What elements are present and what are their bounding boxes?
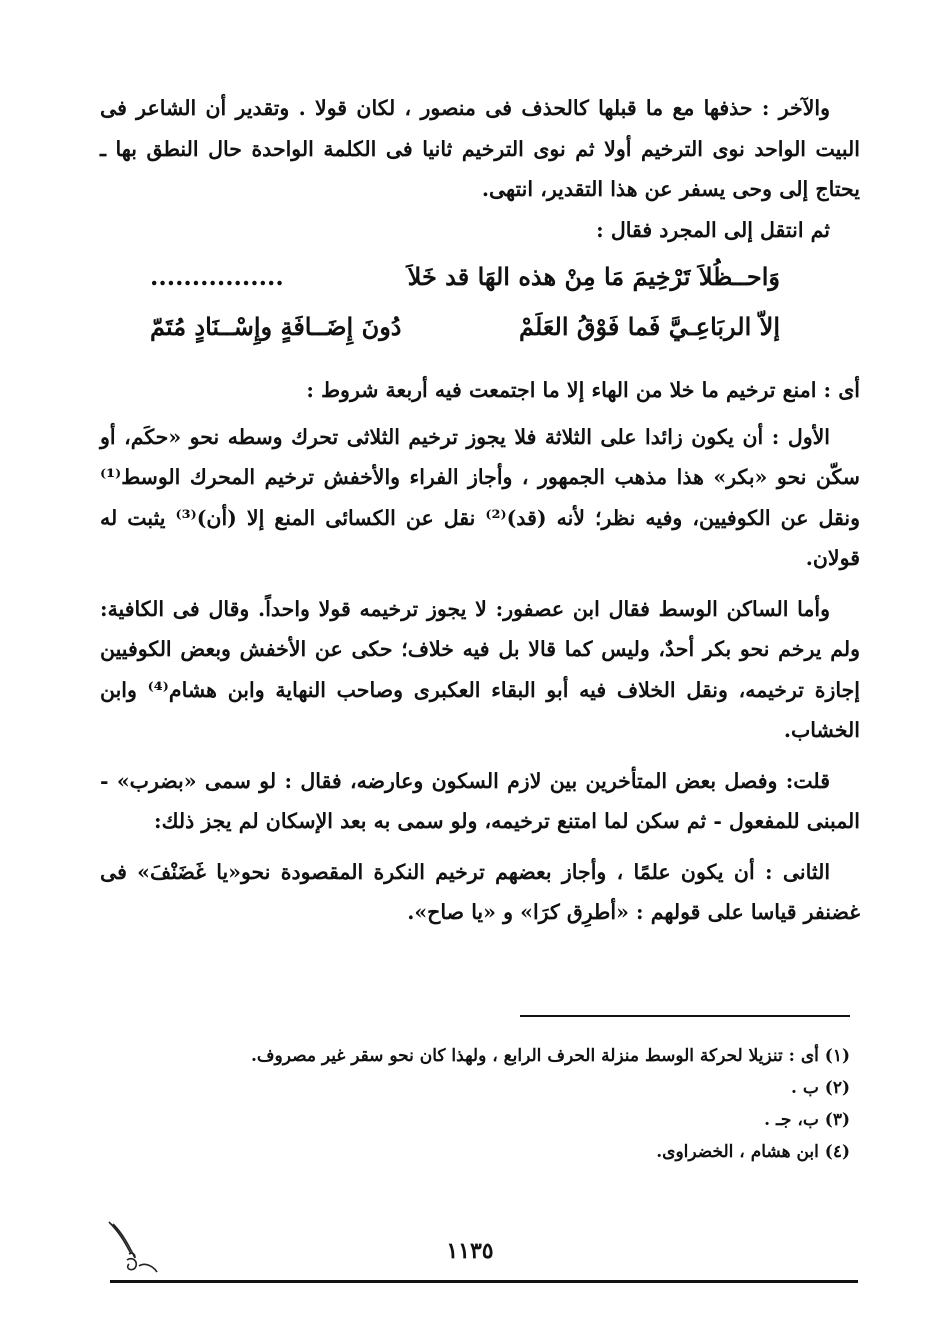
verse-line-2-hemistich-right: إلاّ الربَاعِـيَّ فَما فَوْقُ العَلَمْ (519, 312, 780, 341)
footnote-separator (520, 1015, 850, 1017)
transition-line: ثم انتقل إلى المجرد فقال : (596, 217, 830, 242)
main-text-top (100, 88, 860, 250)
verse-line-1 (150, 262, 780, 306)
middle-paragraph: وأما الساكن الوسط فقال ابن عصفور: لا يجوز ترخيمه قولا واحداً. وقال فى الكافية: ولم يرخم نحو بكر أحدٌ، وليس كما قالا بل فيه خلاف؛ حكى عن الأخفش وبعض الكوفيين إجازة ترخيمه، ونقل الخلاف فيه أبو البقاء العكبرى وصاحب النهاية وابن هشام⁽⁴⁾ وابن الخشاب. (100, 596, 860, 742)
verse-line-1-hemistich-right: وَاحــظُلاَ تَرْخِيمَ مَا مِنْ هذه الهَا قد خَلاَ (407, 262, 780, 291)
qultu-paragraph: قلت: وفصل بعض المتأخرين بين لازم السكون وعارضه، فقال : لو سمى «بضرب» - المبنى للمفعول - ثم سكن لما امتنع ترخيمه، ولو سمى به بعد الإسكان لم يجز ذلك: (100, 768, 860, 833)
footnote-3: (٣) ب، جـ . (764, 1110, 850, 1130)
verse-line-1-hemistich-left: ................ (150, 262, 284, 291)
first-condition-text: : أن يكون زائدا على الثلاثة فلا يجوز ترخيم الثلاثى تحرك وسطه نحو «حكَم، أو سكّن نحو «بكر» هذا مذهب الجمهور ، وأجاز الفراء والأخفش ترخيم المحرك الوسط⁽¹⁾ ونقل عن الكوفيين، وفيه نظر؛ لأنه (قد)⁽²⁾ نقل عن الكسائى المنع إلا (أن)⁽³⁾ يثبت له قولان. (100, 424, 860, 570)
intro-paragraph: والآخر : حذفها مع ما قبلها كالحذف فى منصور ، لكان قولا . وتقدير أن الشاعر فى البيت الواحد نوى الترخيم أولا ثم نوى الترخيم ثانيا فى الكلمة الواحدة حال النطق بها ـ يحتاج إلى وحى يسفر عن هذا التقدير، انتهى. (100, 96, 860, 201)
page-bottom-rule (110, 1280, 858, 1283)
verse-line-2 (150, 312, 780, 356)
footnotes (120, 1040, 850, 1168)
footnote-1: (١) أى : تنزيلا لحركة الوسط منزلة الحرف الرابع ، ولهذا كان نحو سقر غير مصروف. (250, 1046, 850, 1066)
second-condition-label: الثانى (782, 859, 831, 884)
main-text-bottom (100, 370, 860, 933)
pen-scribble-icon (105, 1218, 165, 1278)
page-number: ١١٣٥ (446, 1238, 494, 1264)
second-condition-paragraph (100, 852, 860, 933)
first-condition-paragraph (100, 417, 860, 579)
second-condition-text: : أن يكون علمًا ، وأجاز بعضهم ترخيم النكرة المقصودة نحو«يا غَضَنْفَ» فى غضنفر قياسا على قولهم : «أطرِق كرَا» و «يا صاح». (100, 859, 860, 924)
footnote-2: (٢) ب . (791, 1078, 850, 1098)
verse-line-2-hemistich-left: دُونَ إِضَــافَةٍ وإِسْــنَادٍ مُتَمّ (150, 312, 402, 341)
footnote-4: (٤) ابن هشام ، الخضراوى. (656, 1142, 850, 1162)
explanation-line: أى : امنع ترخيم ما خلا من الهاء إلا ما اجتمعت فيه أربعة شروط : (306, 378, 860, 402)
first-condition-label: الأول (787, 424, 830, 449)
